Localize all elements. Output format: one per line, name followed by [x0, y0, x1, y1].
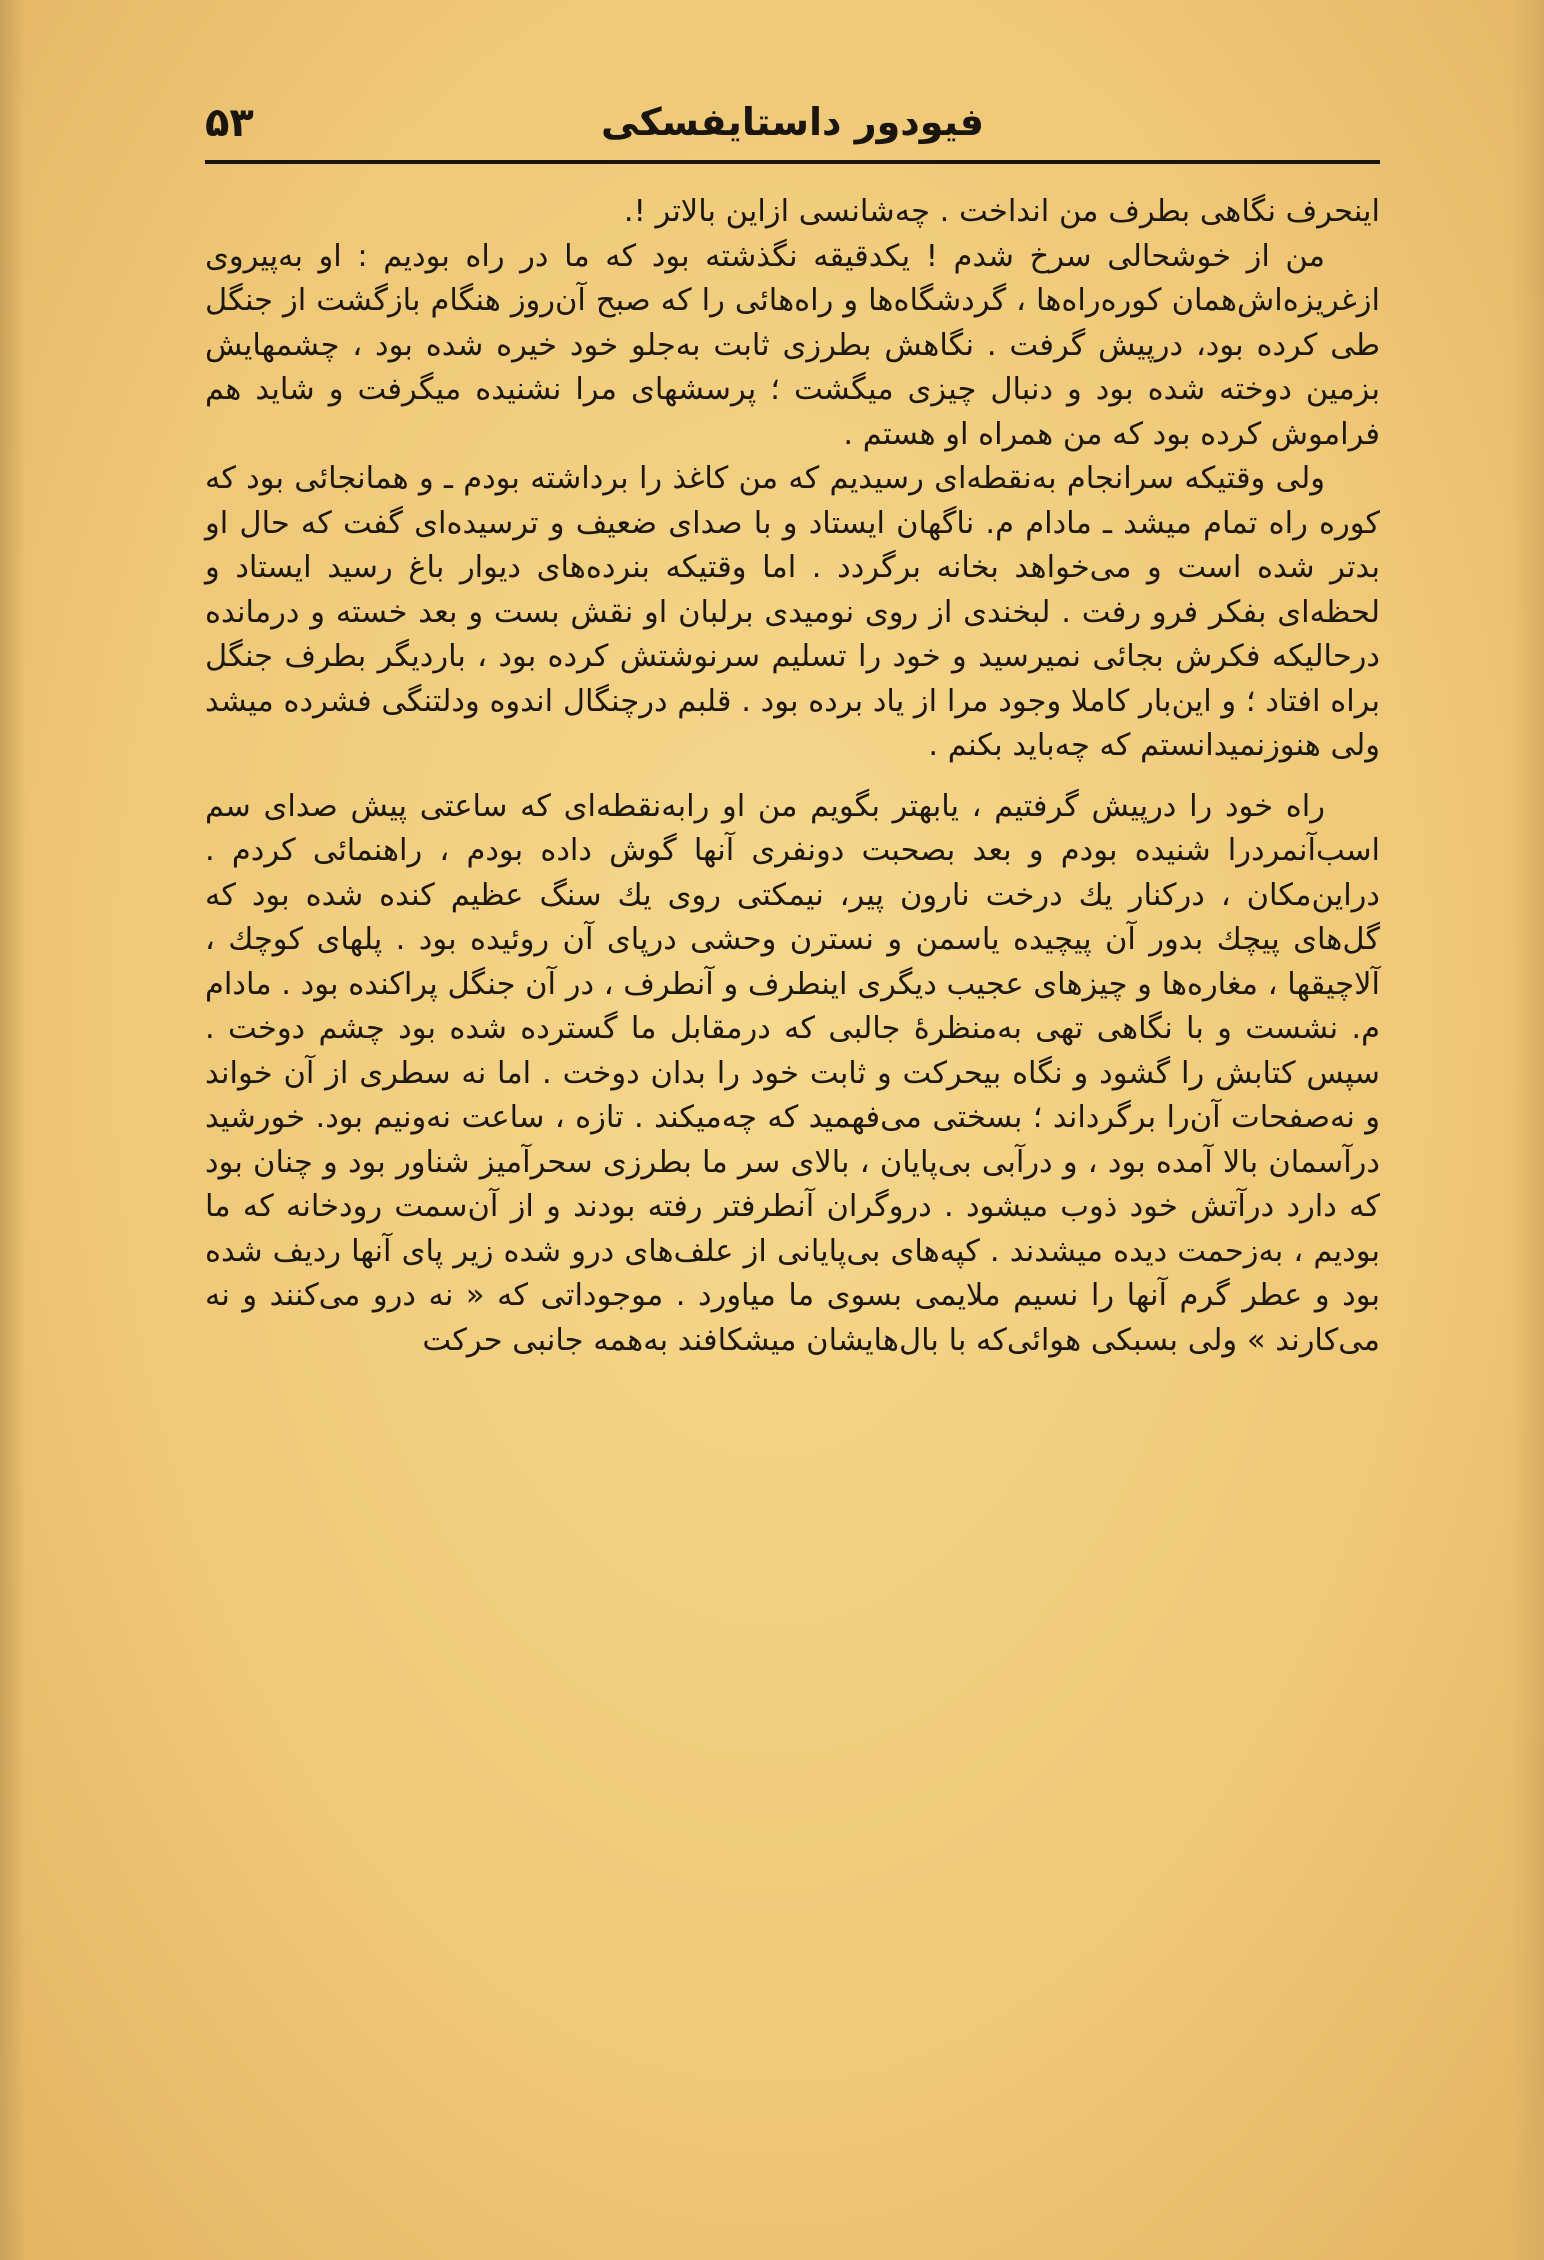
page-header	[205, 100, 1380, 160]
body-text	[205, 190, 1380, 1363]
page-edge-shadow-right	[1510, 0, 1544, 2260]
running-title: فیودور داستایفسکی	[601, 100, 984, 144]
paragraph-1: اینحرف نگاهی بطرف من انداخت . چه‌شانسی ازاین بالاتر !.	[623, 194, 1380, 229]
page-edge-shadow-left	[0, 0, 26, 2260]
paragraph-4: راه خود را درپیش گرفتیم ، یابهتر بگویم من او رابه‌نقطه‌ای که ساعتی پیش صدای سم اسب‌آنمردرا شنیده بودم و بعد بصحبت دونفری آنها گوش داده بودم ، راهنمائی کردم . دراین‌مکان ، درکنار یك درخت نارون پیر، نیمکتی روی یك سنگ عظیم کنده شده بود که گل‌های پیچك بدور آن پیچیده یاسمن و نسترن وحشی درپای آن روئیده بود . پلهای کوچك ، آلاچیقها ، مغاره‌ها و چیزهای عجیب دیگری اینطرف و آنطرف ، در آن جنگل پراکنده بود . مادام م. نشست و با نگاهی تهی به‌منظرهٔ جالبی که درمقابل ما گسترده شده بود چشم دوخت . سپس کتابش را گشود و نگاه بیحرکت و ثابت خود را بدان دوخت . اما نه سطری از آن خواند و نه‌صفحات آن‌را برگرداند ؛ بسختی می‌فهمید که چه‌میکند . تازه ، ساعت نه‌ونیم بود. خورشید درآسمان بالا آمده بود ، و درآبی بی‌پایان ، بالای سر ما بطرزی سحرآمیز شناور بود و چنان بود که دارد درآتش خود ذوب میشود . دروگران آنطرفتر رفته بودند و از آن‌سمت رودخانه که ما بودیم ، به‌زحمت دیده میشدند . کپه‌های بی‌پایانی از علف‌های درو شده زیر پای آنها ردیف شده بود و عطر گرم آنها را نسیم ملایمی بسوی ما میاورد . موجوداتی که « نه درو می‌کنند و نه می‌کارند » ولی بسبکی هوائی‌که با بال‌هایشان میشکافند به‌همه جانبی حرکت	[205, 788, 1380, 1358]
paragraph-3: ولی وقتیکه سرانجام به‌نقطه‌ای رسیدیم که من کاغذ را برداشته بودم ـ و همانجائی بود که کوره راه تمام میشد ـ مادام م. ناگهان ایستاد و با صدای ضعیف و ترسیده‌ای گفت که حال او بدتر شده است و می‌خواهد بخانه برگردد . اما وقتیکه بنرده‌های دیوار باغ رسید ایستاد و لحظه‌ای بفکر فرو رفت . لبخندی از روی نومیدی برلبان او نقش بست و بعد خسته و درمانده درحالیکه فکرش بجائی نمیرسید و خود را تسلیم سرنوشتش کرده بود ، باردیگر بطرف جنگل براه افتاد ؛ و این‌بار کاملا وجود مرا از یاد برده بود . قلبم درچنگال اندوه ودلتنگی فشرده میشد ولی هنوزنمیدانستم که چه‌باید بکنم .	[205, 461, 1380, 763]
paragraph-2: من از خوشحالی سرخ شدم ! یکدقیقه نگذشته بود که ما در راه بودیم : او به‌پیروی ازغریزه‌اش‌همان کوره‌راه‌ها ، گردشگاه‌ها و راه‌هائی را که صبح آن‌روز هنگام بازگشت از جنگل طی کرده بود، درپیش گرفت . نگاهش بطرزی ثابت به‌جلو خود خیره شده بود ، چشمهایش بزمین دوخته شده بود و دنبال چیزی میگشت ؛ پرسشهای مرا نشنیده میگرفت و شاید هم فراموش کرده بود که من همراه او هستم .	[205, 238, 1380, 452]
header-rule	[205, 160, 1380, 164]
page-number: ۵۳	[205, 100, 254, 146]
